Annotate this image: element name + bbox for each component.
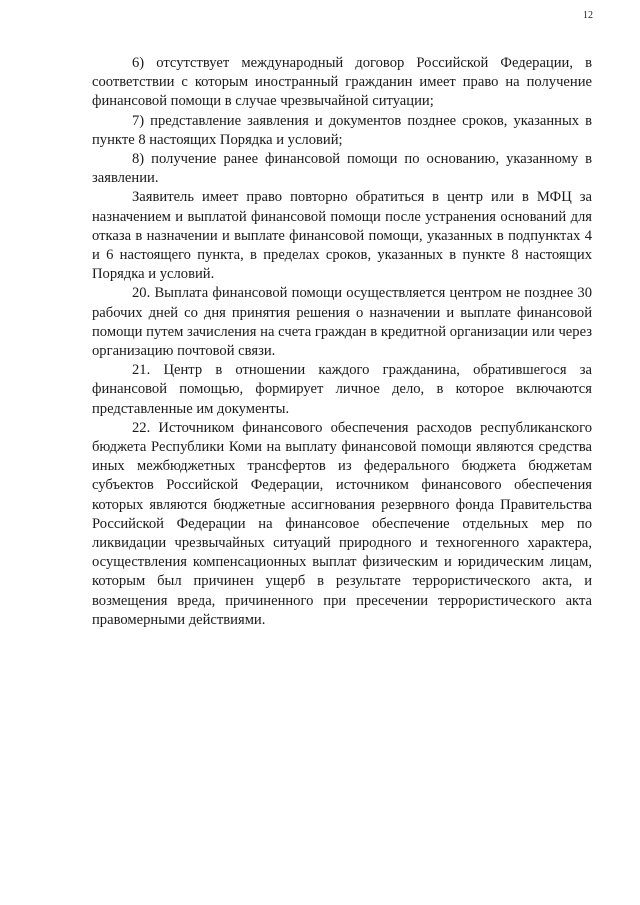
paragraph-item-6: 6) отсутствует международный договор Российской Федерации, в соответствии с которым иностранный гражданин имеет право на получение финансовой помощи в случае чрезвычайной ситуации; xyxy=(92,55,592,110)
paragraph-reapply: Заявитель имеет право повторно обратиться в центр или в МФЦ за назначением и выплатой финансовой помощи после устранения оснований для отказа в назначении и выплате финансовой помощи, указанных в подпунктах 4 и 6 настоящего пункта, в пределах сроков, указанных в пункте 8 настоящих Порядка и условий. xyxy=(92,189,592,283)
page-number: 12 xyxy=(583,10,593,21)
paragraph-21: 21. Центр в отношении каждого гражданина, обратившегося за финансовой помощью, формирует личное дело, в которое включаются представленные им документы. xyxy=(92,362,592,417)
document-body xyxy=(92,54,592,630)
paragraph-item-8: 8) получение ранее финансовой помощи по основанию, указанному в заявлении. xyxy=(92,151,592,187)
paragraph-22: 22. Источником финансового обеспечения расходов республиканского бюджета Республики Коми на выплату финансовой помощи являются средства иных межбюджетных трансфертов из федерального бюджета бюджетам субъектов Российской Федерации, источником финансового обеспечения которых являются бюджетные ассигнования резервного фонда Правительства Российской Федерации на финансовое обеспечение отдельных мер по ликвидации чрезвычайных ситуаций природного и техногенного характера, осуществления компенсационных выплат физическим и юридическим лицам, которым был причинен ущерб в результате террористического акта, и возмещения вреда, причиненного при пресечении террористического акта правомерными действиями. xyxy=(92,419,592,628)
paragraph-item-7: 7) представление заявления и документов позднее сроков, указанных в пункте 8 настоящих Порядка и условий; xyxy=(92,112,592,148)
paragraph-20: 20. Выплата финансовой помощи осуществляется центром не позднее 30 рабочих дней со дня принятия решения о назначении и выплате финансовой помощи путем зачисления на счета граждан в кредитной организации или через организацию почтовой связи. xyxy=(92,285,592,360)
